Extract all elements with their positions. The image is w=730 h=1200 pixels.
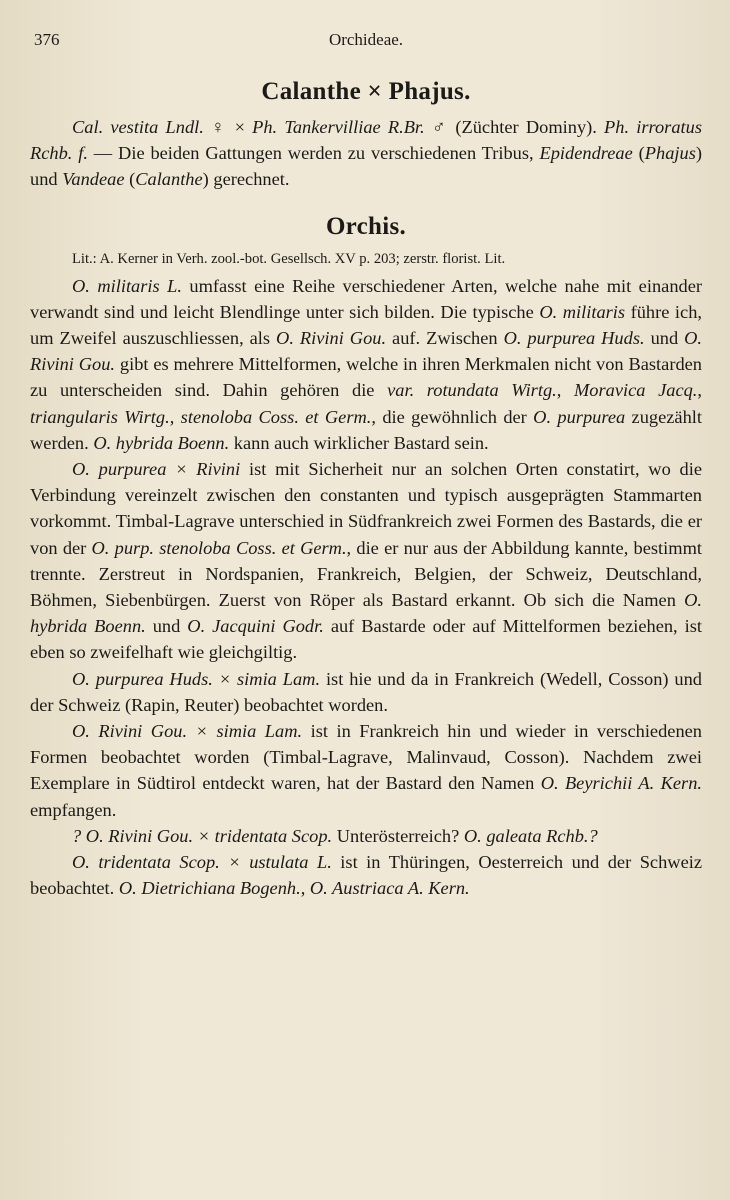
orchis-paragraph-tridentata-ustulata: [30, 849, 702, 901]
orchis-paragraph-rivini-tridentata: [30, 823, 702, 849]
taxon-name: var. rotundata Wirtg.: [387, 380, 557, 401]
text-run: ist in Thüringen, Oesterreich und der Schweiz beobachtet.: [30, 852, 702, 899]
text-run: zugezählt werden.: [30, 406, 702, 453]
taxon-name: O. Jacquini Godr.: [187, 616, 324, 637]
text-run: ist hie und da in Frankreich (Wedell, Cosson) und der Schweiz (Rapin, Reuter) beobachtet worden.: [30, 668, 702, 715]
taxon-name: O. Rivini Gou. × simia Lam.: [72, 721, 303, 742]
text-run: Unterösterreich?: [332, 825, 464, 846]
orchis-paragraph-militaris: [30, 273, 702, 456]
text-run: ♀ ×: [203, 117, 253, 137]
taxon-name: O. galeata Rchb.?: [463, 825, 598, 846]
text-run: empfangen.: [30, 799, 117, 820]
text-run: , die gewöhnlich der: [371, 406, 534, 427]
text-run: ist mit Sicherheit nur an solchen Orten constatirt, wo die Verbindung vereinzelt zwischen den constanten und typisch ausgeprägten Stammarten vorkommt. Timbal-Lagrave unterschied in Südfrankreich zwei Formen des Bastards, die er von der: [30, 459, 702, 558]
taxon-name: O. Rivini Gou.: [276, 328, 387, 349]
literature-reference: Lit.: A. Kerner in Verh. zool.-bot. Gesellsch. XV p. 203; zerstr. florist. Lit.: [72, 250, 506, 267]
text-run: führe ich, um Zweifel auszuschliessen, als: [30, 301, 703, 349]
taxon-name: Ph. Tankervilliae R.Br.: [252, 117, 425, 137]
text-run: ,: [300, 878, 310, 899]
taxon-name: O. purpurea Huds.: [503, 328, 645, 349]
section-title-orchis: Orchis.: [325, 212, 407, 240]
taxon-name: O. Rivini Gou.: [30, 328, 703, 375]
taxon-name: O. militaris: [539, 301, 626, 322]
orchis-paragraph-purpurea-simia: [30, 666, 702, 718]
text-run: ,: [697, 380, 703, 401]
text-run: ) und: [30, 143, 702, 190]
taxon-name: O. Austriaca A. Kern.: [309, 878, 470, 899]
orchis-paragraph-purpurea-rivini: [30, 456, 702, 666]
taxon-name: O. purpurea × Rivini: [72, 459, 241, 480]
running-header: [30, 26, 702, 56]
taxon-name: O. hybrida Boenn.: [30, 590, 702, 637]
section-title-calanthe-phajus: Calanthe × Phajus.: [261, 78, 471, 105]
taxon-name: Vandeae: [62, 169, 125, 190]
text-run: kann auch wirklicher Bastard sein.: [229, 432, 489, 453]
taxon-name: Epidendreae: [539, 143, 633, 164]
text-run: ♂ (Züchter Dominy).: [424, 117, 605, 137]
text-run: gibt es mehrere Mittelformen, welche in ihren Merkmalen nicht von Bastarden zu unterscheiden sind. Dahin gehören die: [30, 354, 702, 401]
taxon-name: Phajus: [644, 143, 696, 164]
text-run: (: [632, 143, 645, 164]
taxon-name: ? O. Rivini Gou. × tridentata Scop.: [72, 825, 333, 846]
taxon-name: O. purp. stenoloba Coss. et Germ.: [91, 537, 347, 558]
taxon-name: triangularis Wirtg.: [30, 406, 170, 427]
taxon-name: O. Beyrichii A. Kern.: [540, 773, 703, 794]
text-run: ,: [169, 406, 181, 427]
orchis-paragraph-rivini-simia: [30, 718, 702, 823]
text-run: ,: [556, 380, 574, 401]
taxon-name: O. purpurea Huds. × simia Lam.: [72, 668, 321, 689]
taxon-name: Moravica Jacq.: [573, 380, 698, 401]
taxon-name: Cal. vestita Lndl.: [72, 117, 204, 137]
text-run: und: [644, 328, 685, 349]
text-run: — Die beiden Gattungen werden zu verschiedenen Tribus,: [87, 143, 540, 164]
taxon-name: O. Dietrichiana Bogenh.: [118, 878, 301, 899]
text-run: umfasst eine Reihe verschiedener Arten, welche nahe mit einander verwandt sind und leicht Blendlinge unter sich bilden. Die typische: [30, 275, 702, 322]
calanthe-phajus-paragraph: [30, 114, 702, 193]
text-run: ist in Frankreich hin und wieder in verschiedenen Formen beobachtet worden (Timbal-Lagrave, Malinvaud, Cosson). Nachdem zwei Exemplare in Südtirol entdeckt waren, hat der Bastard den Namen: [30, 721, 703, 794]
taxon-name: Ph. irroratus Rchb. f.: [30, 117, 702, 164]
text-run: ) gerechnet.: [202, 169, 290, 190]
taxon-name: O. militaris L.: [72, 275, 182, 296]
running-title: Orchideae.: [328, 30, 404, 49]
page-number: 376: [34, 30, 60, 49]
taxon-name: O. purpurea: [533, 406, 626, 427]
text-run: , die er nur aus der Abbildung kannte, bestimmt trennte. Zerstreut in Nordspanien, Frankreich, Belgien, der Schweiz, Deutschland, Böhmen, Siebenbürgen. Zuerst von Röper als Bastard erkannt. Ob sich die Namen: [30, 537, 702, 611]
taxon-name: O. hybrida Boenn.: [93, 432, 230, 453]
text-run: und: [145, 616, 188, 637]
text-run: (: [124, 169, 136, 190]
text-run: auf Bastarde oder auf Mittelformen beziehen, ist eben so zweifelhaft wie gleichgiltig.: [30, 616, 703, 663]
taxon-name: O. tridentata Scop. × ustulata L.: [72, 852, 332, 873]
text-run: auf. Zwischen: [386, 328, 504, 349]
taxon-name: Calanthe: [135, 169, 203, 190]
taxon-name: stenoloba Coss. et Germ.: [180, 406, 372, 427]
